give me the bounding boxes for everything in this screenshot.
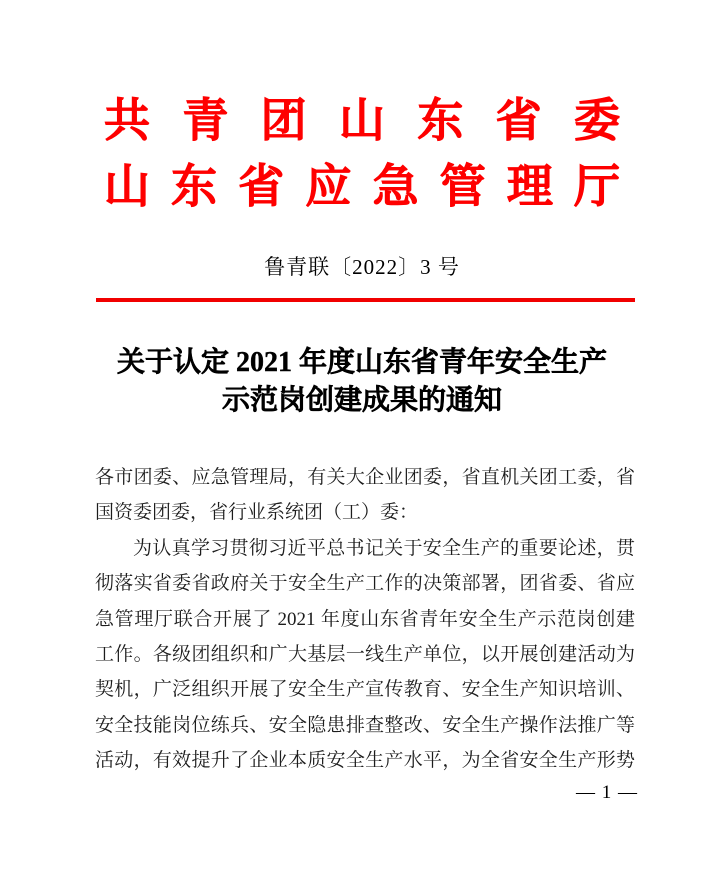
paragraph-line: 急管理厅联合开展了 2021 年度山东省青年安全生产示范岗创建 — [95, 608, 635, 630]
letterhead-character: 管 — [439, 161, 486, 212]
letterhead-character: 厅 — [573, 161, 620, 212]
letterhead-character: 山 — [104, 161, 150, 212]
letterhead-character: 省 — [238, 161, 285, 212]
letterhead-character: 省 — [495, 95, 542, 146]
letterhead-character: 急 — [372, 161, 419, 212]
document-title-line-1: 关于认定 2021 年度山东省青年安全生产 — [116, 347, 607, 378]
letterhead-line-2 — [104, 162, 620, 212]
document-title-line-2: 示范岗创建成果的通知 — [221, 385, 502, 416]
paragraph-line: 工作。各级团组织和广大基层一线生产单位，以开展创建活动为 — [95, 643, 635, 665]
salutation-line: 国资委团委，省行业系统团（工）委： — [95, 502, 419, 524]
letterhead-character: 山 — [338, 95, 385, 146]
letterhead-line-1 — [104, 96, 620, 146]
letterhead-character: 应 — [305, 161, 352, 212]
salutation-line: 各市团委、应急管理局，有关大企业团委，省直机关团工委，省 — [95, 467, 635, 488]
letterhead-character: 东 — [417, 95, 464, 146]
letterhead-character: 理 — [506, 161, 553, 212]
page-number: — 1 — — [576, 782, 638, 803]
document-body — [95, 460, 635, 779]
letterhead-character: 共 — [104, 95, 150, 146]
paragraph-line: 契机，广泛组织开展了安全生产宣传教育、安全生产知识培训、 — [95, 679, 635, 701]
red-divider-line — [96, 298, 635, 302]
letterhead-character: 委 — [573, 95, 620, 146]
paragraph-line: 活动，有效提升了企业本质安全生产水平，为全省安全生产形势 — [95, 750, 635, 772]
letterhead-character: 东 — [171, 161, 218, 212]
document-number: 鲁青联〔2022〕3 号 — [264, 255, 460, 279]
letterhead-character: 青 — [182, 95, 229, 146]
letterhead — [104, 96, 620, 212]
document-title — [0, 344, 724, 420]
paragraph-line: 彻落实省委省政府关于安全生产工作的决策部署，团省委、省应 — [95, 573, 635, 595]
letterhead-character: 团 — [260, 95, 307, 146]
paragraph-line: 为认真学习贯彻习近平总书记关于安全生产的重要论述，贯 — [133, 537, 635, 559]
paragraph-line: 安全技能岗位练兵、安全隐患排查整改、安全生产操作法推广等 — [95, 714, 635, 736]
